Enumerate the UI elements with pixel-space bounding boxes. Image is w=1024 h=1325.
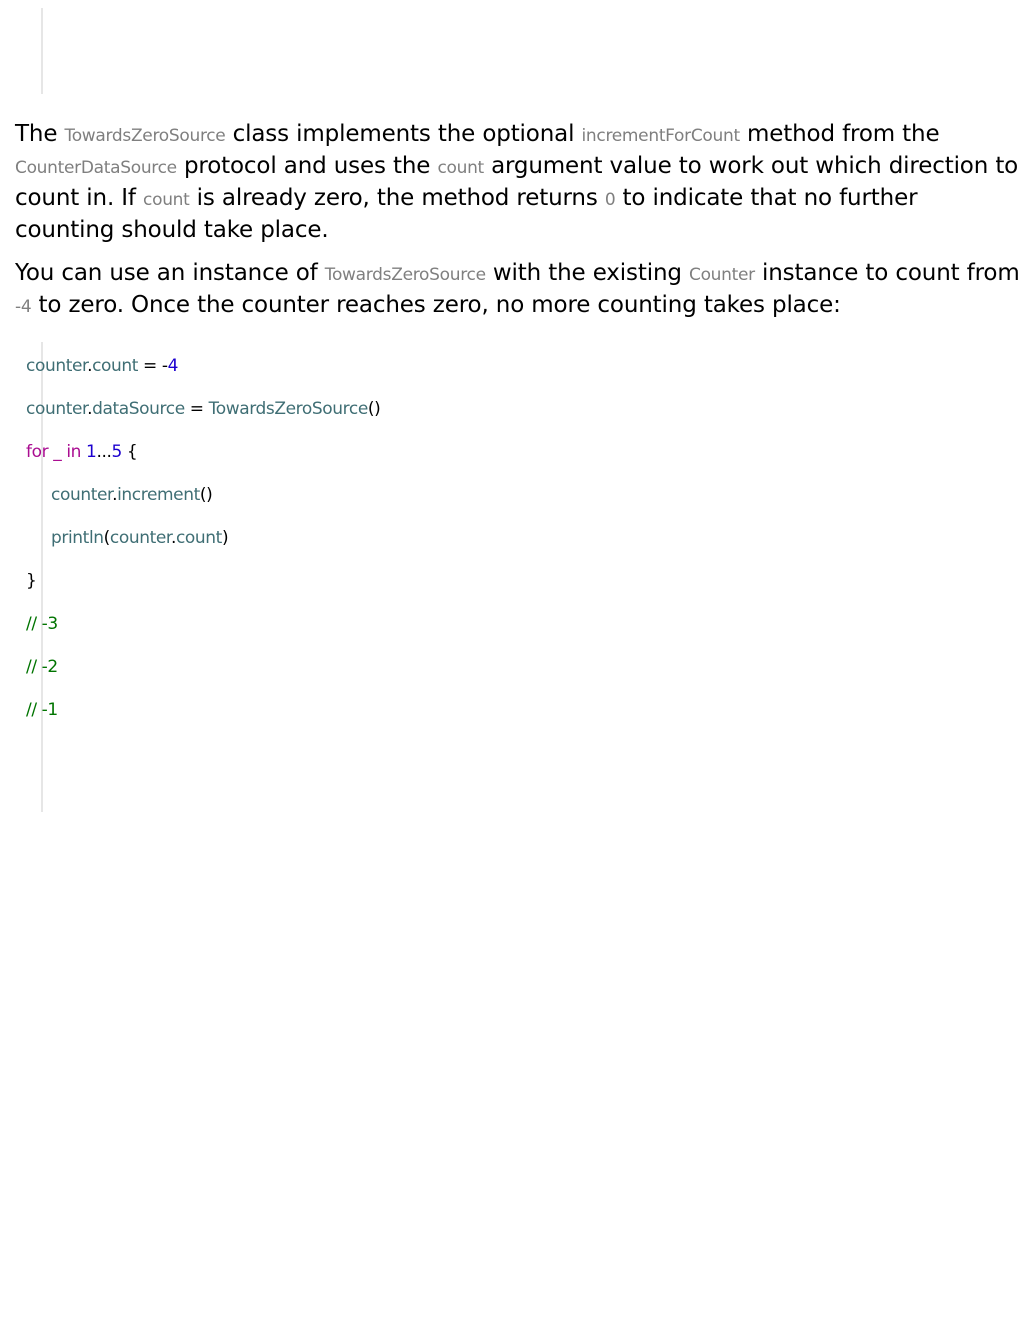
- text: You can use an instance of: [15, 260, 325, 286]
- inline-code: count: [143, 190, 190, 210]
- code-token: counter: [109, 528, 171, 548]
- code-comment: // -2: [26, 657, 58, 677]
- inline-code: -4: [15, 297, 32, 317]
- code-comment: // -3: [26, 614, 58, 634]
- text: argument value to work out which direction to count in. If: [15, 153, 1019, 211]
- code-token: dataSource: [92, 399, 185, 419]
- code-comment: // -1: [26, 700, 58, 720]
- text: is already zero, the method returns: [189, 185, 605, 211]
- inline-code: incrementForCount: [581, 126, 740, 146]
- text: with the existing: [485, 260, 689, 286]
- code-token: 5: [111, 442, 122, 462]
- code-token: =: [138, 356, 162, 376]
- code-token: counter: [26, 399, 88, 419]
- inline-code: CounterDataSource: [15, 158, 177, 178]
- inline-code: TowardsZeroSource: [324, 265, 486, 285]
- code-token: .: [87, 356, 93, 376]
- code-line: [26, 564, 380, 607]
- code-token: (): [199, 485, 213, 505]
- code-token: }: [26, 571, 37, 591]
- code-token: println: [51, 528, 104, 548]
- code-line: [26, 392, 380, 435]
- code-token: =: [184, 399, 209, 419]
- code-token: .: [170, 528, 176, 548]
- text: class implements the optional: [225, 121, 582, 147]
- code-token: count: [175, 528, 222, 548]
- code-line: [26, 478, 380, 521]
- code-token: -: [161, 356, 168, 376]
- code-block: [26, 349, 380, 736]
- code-token: 4: [167, 356, 179, 376]
- code-token: counter: [51, 485, 113, 505]
- code-token: .: [112, 485, 118, 505]
- text: method from the: [739, 121, 940, 147]
- code-line: [26, 521, 380, 564]
- code-token: _: [53, 442, 62, 462]
- text: The: [15, 121, 65, 147]
- code-token: in: [66, 442, 82, 462]
- top-code-block-rule: [41, 8, 43, 94]
- code-token: (): [367, 399, 381, 419]
- paragraph-towards-zero-source: [15, 119, 1021, 245]
- code-token: {: [121, 442, 138, 462]
- inline-code: TowardsZeroSource: [64, 126, 226, 146]
- code-token: ): [221, 528, 229, 548]
- code-token: TowardsZeroSource: [208, 399, 368, 419]
- code-token: for: [26, 442, 49, 462]
- text: to zero. Once the counter reaches zero, no more counting takes place:: [31, 292, 841, 318]
- code-token: counter: [26, 356, 88, 376]
- paragraph-usage: [15, 258, 1021, 322]
- code-token: count: [92, 356, 139, 376]
- text: protocol and uses the: [176, 153, 438, 179]
- code-line: [26, 435, 380, 478]
- code-token: 1: [86, 442, 97, 462]
- code-token: (: [103, 528, 110, 548]
- text: to indicate that no further counting should take place.: [15, 185, 918, 243]
- code-token: .: [87, 399, 93, 419]
- inline-code: 0: [604, 190, 616, 210]
- inline-code: count: [437, 158, 484, 178]
- code-token: increment: [117, 485, 200, 505]
- inline-code: Counter: [689, 265, 755, 285]
- code-line: [26, 349, 380, 392]
- code-token: ...: [96, 442, 112, 462]
- text: instance to count from: [754, 260, 1020, 286]
